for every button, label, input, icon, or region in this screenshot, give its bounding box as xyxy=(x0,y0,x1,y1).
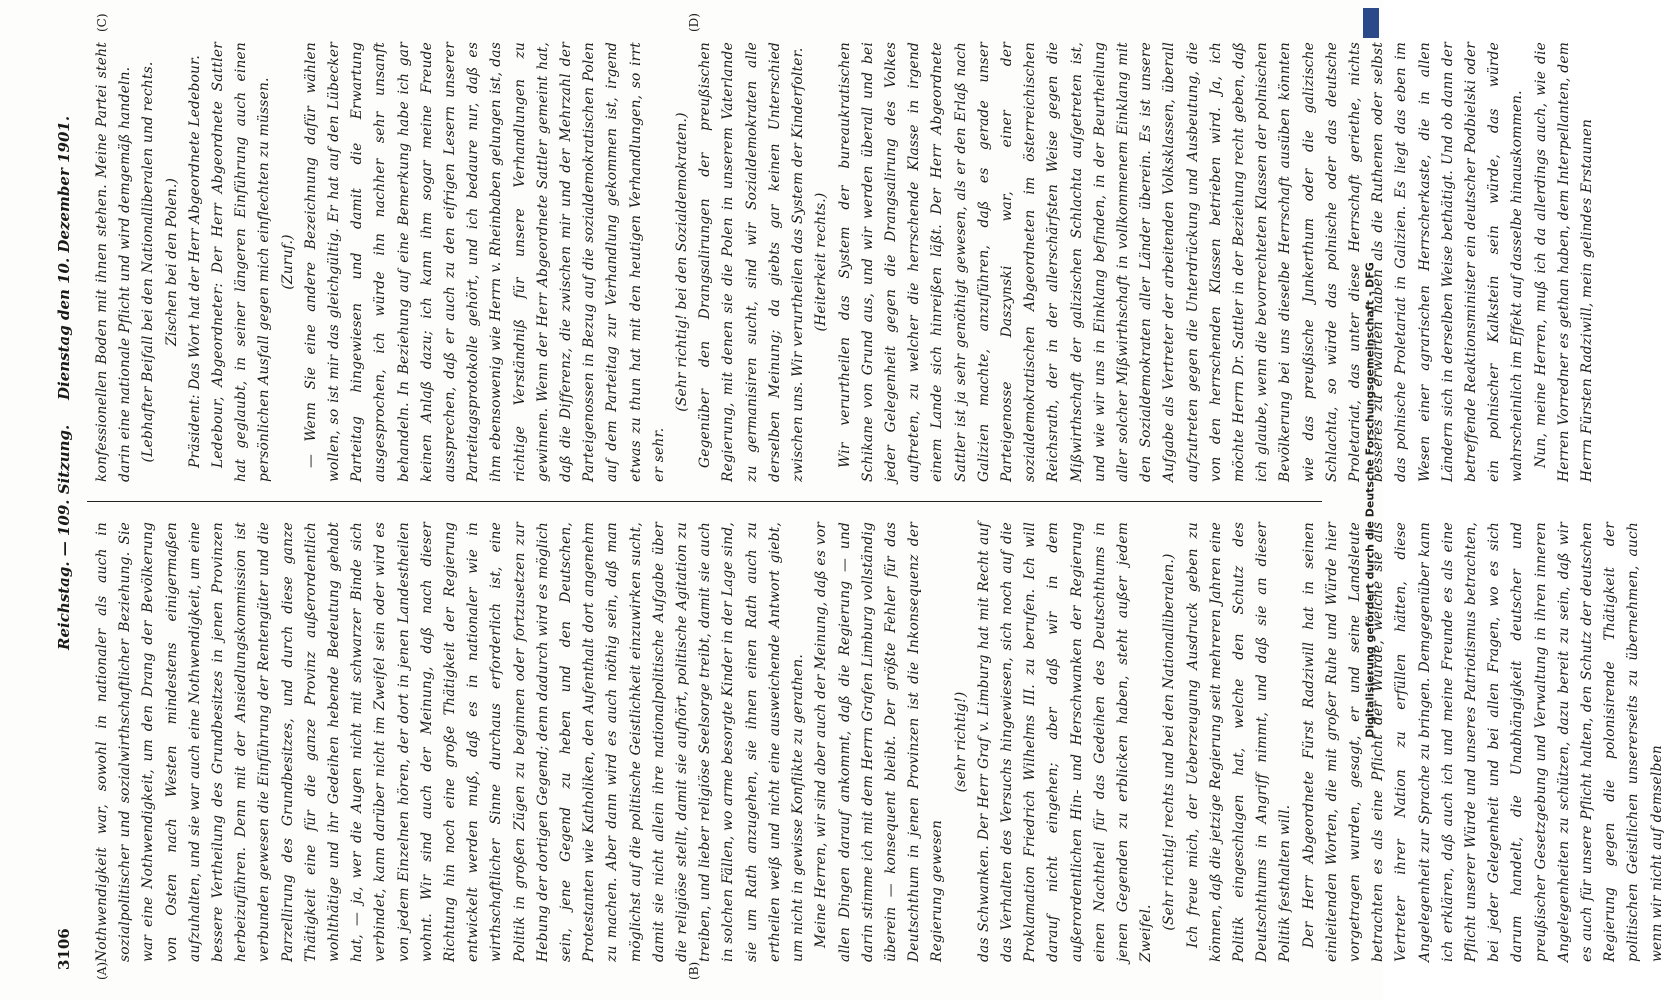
interjection: (Heiterkeit rechts.) xyxy=(813,192,830,332)
session-title: Reichstag. — 109. Sitzung. xyxy=(55,424,73,650)
interjection: (Lebhafter Beifall bei den Nationalliberalen und rechts. Zischen bei den Polen.) xyxy=(140,61,180,463)
session-date: Dienstag den 10. Dezember 1901. xyxy=(55,115,73,400)
margin-marker-a: (A) xyxy=(95,961,109,980)
interjection: (Zuruf.) xyxy=(279,234,296,290)
margin-marker-d: (D) xyxy=(687,13,701,32)
column-divider xyxy=(87,501,1322,502)
paragraph: Nothwendigkeit war, sowohl in nationaler als auch in sozialpolitischer und sozialwirthschaftlicher Beziehung. Sie war eine Nothwendigkeit, um den Drang der Bevölkerung von Osten nach Westen mindestens einigermaßen aufzuhalten, und sie war auch eine Nothwendigkeit, um eine bessere Vertheilung des Grundbesitzes in jenen Provinzen herbeizuführen. Denn mit der Ansiedlungskommission ist verbunden gewesen die Einführung der Rentengüter und die Parzellirung des Grundbesitzes, und durch diese ganze Thätigkeit eine für die ganze Provinz außerordentlich wohlthätige und ihr Gedeihen hebende Bedeutung gehabt hat, — ja, wer die Augen nicht mit schwarzer Binde sich verbindet, kann darüber nicht im Zweifel sein oder wird es von jedem Einzelnen hören, der dort in jenen Landestheilen wohnt. Wir sind auch der Meinung, daß nach dieser Richtung hin noch eine große Thätigkeit der Regierung entwickelt werden muß, daß es in nationaler wie in wirthschaftlicher Sinne durchaus erforderlich ist, eine Politik in großen Zügen zu beginnen oder fortzusetzen zur Hebung der dortigen Gegend; denn dadurch wird es möglich sein, jene Gegend zu heben und den Deutschen, Protestanten wie Katholiken, den Aufenthalt dort angenehm zu machen. Aber dann wird es auch nöthig sein, daß man möglichst auf die politische Geistlichkeit einzuwirken sucht, damit sie nicht allein ihre nationalpolitische Aufgabe über die religiöse stellt, damit sie aufhört, politische Agitation zu treiben, und lieber religiöse Seelsorge treibt, damit sie auch in solchen Fällen, wo arme besorgte Kinder in der Lage sind, sie um Rath anzugehen, sie ihnen einen Rath auch zu ertheilen weiß und nicht eine ausweichende Antwort giebt, um nicht in gewisse Konflikte zu gerathen. xyxy=(94,522,807,962)
paragraph: konfessionellen Boden mit ihnen stehen. Meine Partei steht darin eine nationale Pflicht und wird demgemäß handeln. xyxy=(94,42,134,482)
paragraph: das Schwanken. Der Herr Graf v. Limburg hat mit Recht auf das Verhalten des Versuchs hingewiesen, sich noch auf die Proklamation Friedrich Wilhelms III. zu berufen. Ich will darauf nicht eingehen; aber daß wir in dem außerordentlichen Hin- und Herschwanken der Regierung einen Nachtheil für das Gedeihen des Deutschthums in jenen Gegenden zu erblicken haben, steht außer jedem Zweifel. xyxy=(975,522,1155,962)
paragraph: Nun, meine Herren, muß ich da allerdings auch, wie die Herren Vorredner es gethan haben, dem Interpellanten, dem Herrn Fürsten Radziwill, mein gelindes Erstaunen xyxy=(1532,42,1595,482)
left-column xyxy=(91,522,1665,962)
dfg-logo-icon xyxy=(1363,8,1379,38)
interjection: (Sehr richtig! rechts und bei den Nationalliberalen.) xyxy=(1161,553,1178,931)
page-number: 3106 xyxy=(55,928,73,970)
page-header xyxy=(47,20,87,980)
margin-marker-c: (C) xyxy=(95,13,109,32)
margin-marker-b: (B) xyxy=(687,961,701,980)
interjection: (sehr richtig!) xyxy=(952,691,969,793)
interjection: (Sehr richtig! bei den Sozialdemokraten.) xyxy=(674,112,691,412)
paragraph: Meine Herren, wir sind aber auch der Meinung, daß es vor allen Dingen darauf ankommt, daß die Regierung — und darin stimme ich mit dem Herrn Grafen Limburg vollständig überein — konsequent bleibt. Der größte Fehler für das Deutschthum in jenen Provinzen ist die Inkonsequenz der Regierung gewesen xyxy=(813,522,946,962)
right-column xyxy=(91,42,1595,482)
watermark-text: Digitalisierung gefördert durch die Deutsche Forschungsgemeinschaft - DFG xyxy=(1363,262,1377,738)
paragraph: Präsident: Das Wort hat der Herr Abgeordnete Ledebour. xyxy=(186,55,203,468)
paragraph: — Wenn Sie eine andere Bezeichnung dafür wählen wollen, so ist mir das gleichgültig. Er hat auf den Lübecker Parteitag hingewiesen und damit die Erwartung ausgesprochen, ich würde ihn nachher sehr unsanft behandeln. In Beziehung auf eine Bemerkung habe ich gar keinen Anlaß dazu; ich kann ihm sogar meine Freude aussprechen, daß er auch zu den eifrigen Lesern unserer Parteitagsprotokolle gehört, und ich bedaure nur, daß es ihm ebensowenig wie Herrn v. Rheinbaben gelungen ist, das richtige Verständniß für unsere Verhandlungen zu gewinnen. Wenn der Herr Abgeordnete Sattler gemeint hat, daß die Differenz, die zwischen mir und der Mehrzahl der Parteigenossen in Bezug auf die sozialdemokratischen Polen auf dem Parteitag zur Verhandlung gekommen ist, irgend etwas zu thun hat mit den heutigen Verhandlungen, so irrt er sehr. xyxy=(302,42,667,482)
paragraph: Wir verurtheilen das System der bureaukratischen Schikane von Grund aus, und wir werden überall und bei jeder Gelegenheit gegen die Drangsalirung des Volkes auftreten, zu welcher die herrschende Klasse in irgend einem Lande sich hinreißen läßt. Der Herr Abgeordnete Sattler ist ja sehr genöthigt gewesen, als er den Erlaß nach Galizien machte, anzuführen, daß es gerade unser Parteigenosse Daszynski war, einer der sozialdemokratischen Abgeordneten im österreichischen Reichsrath, der in der allerschärfsten Weise gegen die Mißwirthschaft der galizischen Schlachta aufgetreten ist, und wie wir uns in Einklang befinden, in der Beurtheilung aller solcher Mißwirthschaft in vollkommenem Einklang mit den Sozialdemokraten aller Länder überein. Es ist unsere Aufgabe als Vertreter der arbeitenden Volksklassen, überall aufzutreten gegen die Unterdrückung und Ausbeutung, die von den herrschenden Klassen betrieben wird. Ja, ich möchte Herrn Dr. Sattler in der Beziehung recht geben, daß ich glaube, wenn die bevorrechteten Klassen der polnischen Bevölkerung bei uns dieselbe Herrschaft ausüben könnten wie das preußische Junkerthum oder die galizische Schlachta, so würde das polnische oder das deutsche Proletariat, das unter diese Herrschaft geriethe, nichts besseres zu erwarten haben als die Ruthenen oder selbst das polnische Proletariat in Galizien. Es liegt das eben im Wesen einer agrarischen Herrscherkaste, die in allen Ländern sich in derselben Weise bethätigt. Und ob dann der betreffende Reaktionsminister ein deutscher Podbielski oder ein polnischer Kalkstein sein würde, das würde wahrscheinlich im Effekt auf dasselbe hinauskommen. xyxy=(836,42,1526,482)
paragraph: Der Herr Abgeordnete Fürst Radziwill hat in seinen einleitenden Worten, die mit großer Ruhe und Würde hier vorgetragen wurden, gesagt, er und seine Landsleute betrachten es als eine Pflicht der Würde, welche sie als Vertreter ihrer Nation zu erfüllen hätten, diese Angelegenheit zur Sprache zu bringen. Demgegenüber kann ich erklären, daß auch ich und meine Freunde es als eine Pflicht unserer Würde und unseres Patriotismus betrachten, bei jeder Gelegenheit und bei allen Fragen, wo es sich darum handelt, die Unabhängigkeit deutscher und preußischer Gesetzgebung und Verwaltung in ihren inneren Angelegenheiten zu schützen, dazu bereit zu sein, daß wir es auch für unsere Pflicht halten, den Schutz der deutschen Regierung gegen die polonisirende Thätigkeit der politischen Geistlichen unsererseits zu übernehmen, auch wenn wir nicht auf demselben xyxy=(1300,522,1665,962)
dfg-watermark xyxy=(1361,8,1379,992)
paragraph: Ledebour, Abgeordneter: Der Herr Abgeordnete Sattler hat geglaubt, in seiner längeren Einführung auch einen persönlichen Ausfall gegen mich einflechten zu müssen. xyxy=(210,42,273,482)
paragraph: Gegenüber den Drangsalirungen der preußischen Regierung, mit denen sie die Polen in unserem Vaterlande zu germanisiren sucht, sind wir Sozialdemokraten alle derselben Meinung; da giebts gar keinen Unterschied zwischen uns. Wir verurtheilen das System der Kinderfolter. xyxy=(697,42,807,482)
paragraph: Ich freue mich, der Ueberzeugung Ausdruck geben zu können, daß die jetzige Regierung seit mehreren Jahren eine Politik eingeschlagen hat, welche den Schutz des Deutschthums in Angriff nimmt, und daß sie an dieser Politik festhalten will. xyxy=(1184,522,1294,962)
